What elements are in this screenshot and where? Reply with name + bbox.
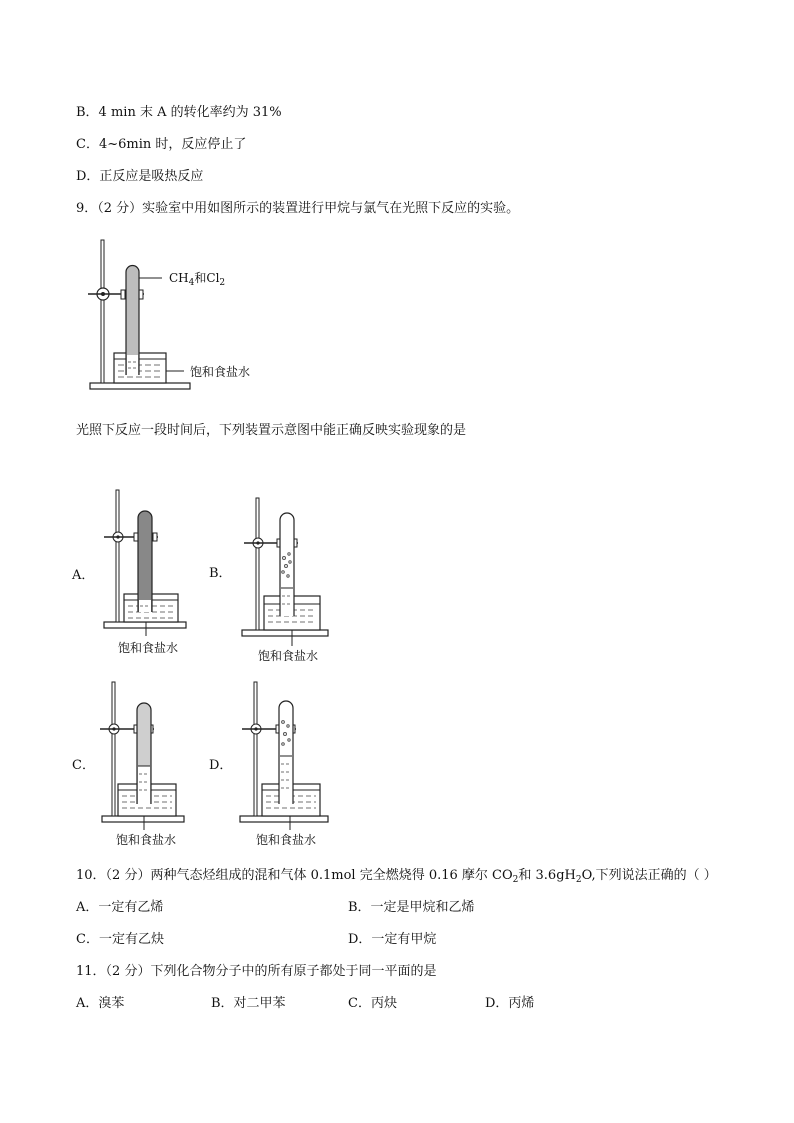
q10-co2-sub: 2 [512, 875, 519, 885]
q9-option-c-caption: 饱和食盐水 [116, 833, 177, 847]
q9-option-b-caption: 饱和食盐水 [258, 649, 319, 663]
gas-label-sub4: 4 [188, 278, 195, 288]
gas-label [169, 269, 225, 287]
q10-stem-part-b: 和 3.6gH [518, 868, 576, 883]
gas-label-sub2: 2 [219, 278, 226, 288]
q10-option-c: C．一定有乙炔 [76, 932, 164, 947]
liquid-label: 饱和食盐水 [190, 365, 251, 379]
q10-stem-part-a: 10．（2 分）两种气态烃组成的混和气体 0.1mol 完全燃烧得 0.16 摩尔 CO [76, 868, 513, 883]
q9-prompt: 光照下反应一段时间后，下列装置示意图中能正确反映实验现象的是 [76, 423, 467, 438]
apparatus-figure [88, 235, 288, 395]
q10-h2o-sub: 2 [575, 875, 582, 885]
q10-option-d: D．一定有甲烷 [348, 932, 437, 947]
q8-option-d: D．正反应是吸热反应 [76, 169, 204, 184]
q10-stem-part-c: O,下列说法正确的（ ） [581, 868, 717, 883]
q9-option-d-caption: 饱和食盐水 [256, 833, 317, 847]
q9-stem: 9．（2 分）实验室中用如图所示的装置进行甲烷与氯气在光照下反应的实验。 [76, 201, 520, 216]
q10-stem [76, 867, 717, 885]
q10-option-b: B．一定是甲烷和乙烯 [348, 900, 475, 915]
gas-label-ch: CH [169, 271, 189, 285]
q8-option-c: C．4~6min 时，反应停止了 [76, 137, 247, 152]
q8-option-b: B．4 min 末 A 的转化率约为 31% [76, 105, 282, 120]
q9-option-d-label: D． [209, 758, 233, 773]
q11-option-a: A．溴苯 [76, 996, 125, 1011]
gas-label-cl: 和Cl [194, 271, 220, 285]
q9-option-c-figure [98, 680, 218, 830]
q11-stem: 11．（2 分）下列化合物分子中的所有原子都处于同一平面的是 [76, 964, 437, 979]
q9-option-a-label: A． [72, 568, 95, 583]
q9-option-b-figure [238, 496, 358, 646]
q11-option-b: B．对二甲苯 [211, 996, 286, 1011]
q9-option-c-label: C． [72, 758, 95, 773]
q11-option-d: D．丙烯 [485, 996, 535, 1011]
q11-option-c: C．丙炔 [348, 996, 397, 1011]
q9-option-a-figure [100, 488, 220, 638]
q10-option-a: A．一定有乙烯 [76, 900, 164, 915]
q9-option-b-label: B． [209, 566, 232, 581]
q9-option-a-caption: 饱和食盐水 [118, 641, 179, 655]
q9-option-d-figure [236, 680, 356, 830]
